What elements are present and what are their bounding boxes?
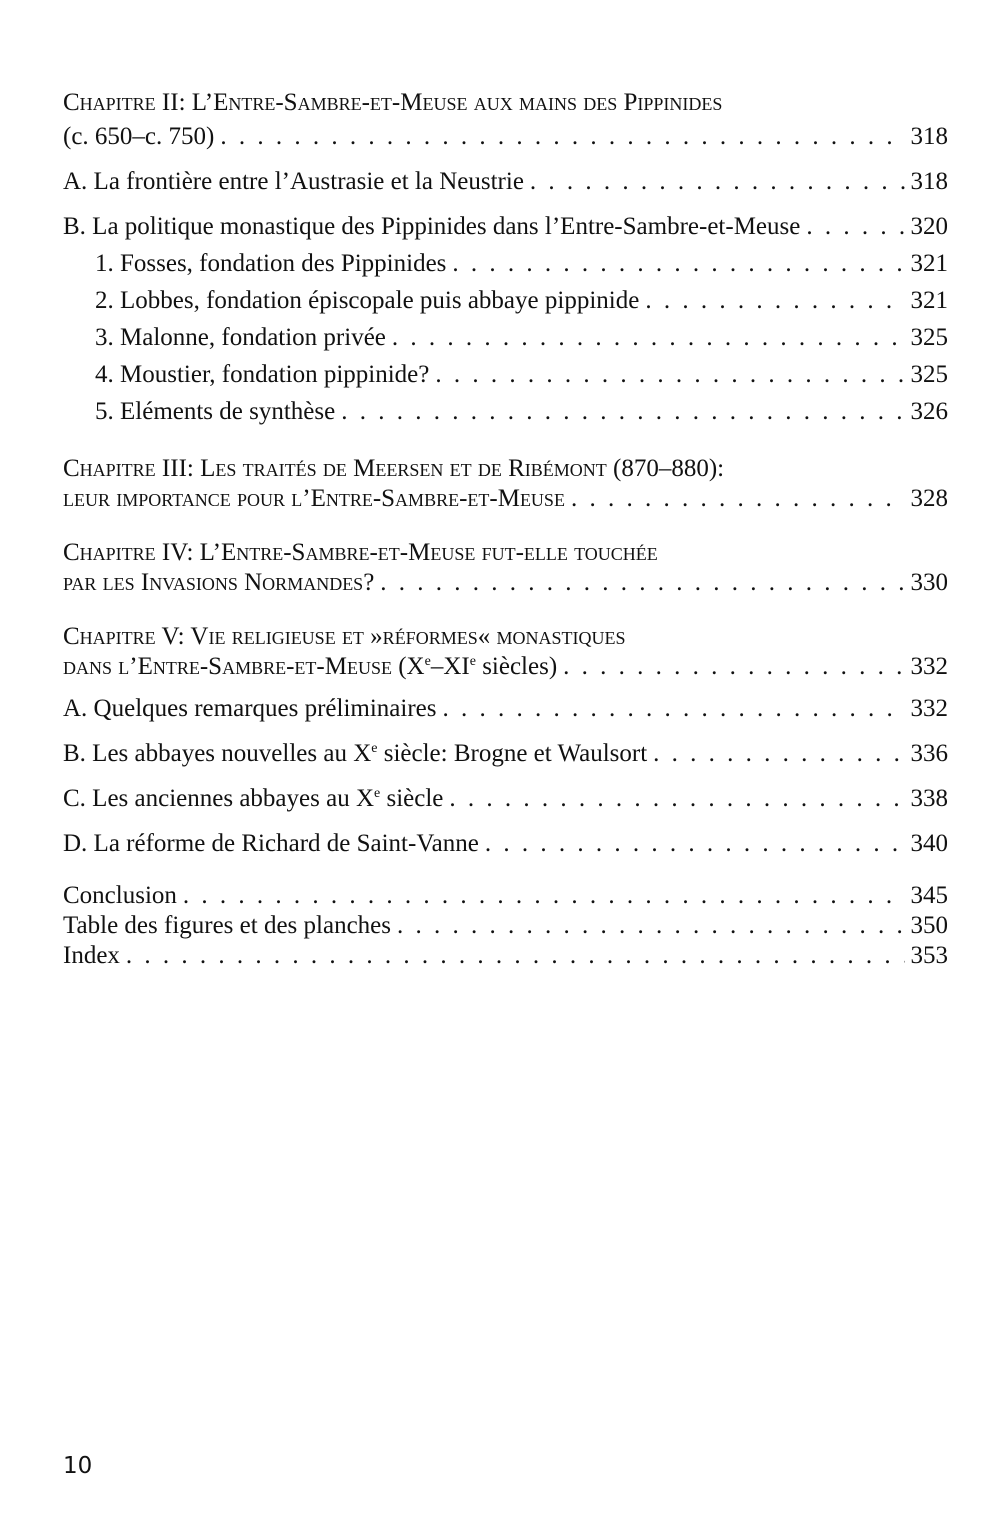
chapter-2-entry[interactable] xyxy=(63,118,948,155)
dot-leader xyxy=(220,118,904,155)
superscript: e xyxy=(371,741,378,756)
chapter-3-title: Chapitre III: Les traités de Meersen et de Ribémont (870–880): xyxy=(63,455,725,482)
entry-label: A. Quelques remarques préliminaires xyxy=(63,695,437,722)
page-number: 340 xyxy=(910,830,948,857)
dot-leader xyxy=(126,941,905,971)
toc-entry-index[interactable] xyxy=(63,941,948,971)
dot-leader xyxy=(806,208,904,245)
century-text: (X xyxy=(391,653,425,680)
chapter-3-subtitle: leur importance pour l’Entre-Sambre-et-Meuse xyxy=(63,485,565,512)
dot-leader xyxy=(443,690,905,727)
page-number: 326 xyxy=(910,398,948,425)
chapter-5-entry[interactable] xyxy=(63,652,948,682)
chapter-3-entry[interactable] xyxy=(63,484,948,514)
entry-label: Table des figures et des planches xyxy=(63,912,391,939)
superscript: e xyxy=(469,654,476,669)
chapter-4-title: Chapitre IV: L’Entre-Sambre-et-Meuse fut-elle touchée xyxy=(63,539,658,566)
dot-leader xyxy=(449,780,904,817)
entry-label: B. La politique monastique des Pippinides dans l’Entre-Sambre-et-Meuse xyxy=(63,213,801,240)
entry-label: Index xyxy=(63,942,120,969)
page-number: 330 xyxy=(910,569,948,596)
toc-entry-2b[interactable] xyxy=(63,208,948,245)
toc-entry-2b5[interactable] xyxy=(63,393,948,430)
page-number: 350 xyxy=(910,912,948,939)
page-number: 318 xyxy=(910,168,948,195)
superscript: e xyxy=(424,654,431,669)
dot-leader xyxy=(452,245,904,282)
dot-leader xyxy=(392,319,905,356)
century-text: siècles) xyxy=(475,653,558,680)
dot-leader xyxy=(571,484,905,514)
entry-label-text: B. Les abbayes nouvelles au X xyxy=(63,740,372,767)
page-number: 321 xyxy=(910,287,948,314)
toc-entry-conclusion[interactable] xyxy=(63,881,948,911)
page-number: 338 xyxy=(910,785,948,812)
dot-leader xyxy=(397,911,905,941)
dot-leader xyxy=(563,652,904,682)
table-of-contents xyxy=(63,88,948,971)
toc-entry-2a[interactable] xyxy=(63,163,948,200)
entry-label xyxy=(63,735,647,772)
entry-label: 5. Eléments de synthèse xyxy=(95,398,336,425)
chapter-5-title: Chapitre V: Vie religieuse et »réformes« monastiques xyxy=(63,623,626,650)
dot-leader xyxy=(380,568,904,598)
toc-entry-2b1[interactable] xyxy=(63,245,948,282)
entry-label-text: siècle: Brogne et Waulsort xyxy=(377,740,648,767)
toc-entry-2b3[interactable] xyxy=(63,319,948,356)
entry-label: 1. Fosses, fondation des Pippinides xyxy=(95,250,447,277)
page-number: 332 xyxy=(910,695,948,722)
page-number: 332 xyxy=(910,653,948,680)
entry-label: Conclusion xyxy=(63,882,177,909)
chapter-4-entry[interactable] xyxy=(63,568,948,598)
dot-leader xyxy=(485,825,905,862)
page-number: 336 xyxy=(910,740,948,767)
page-number: 328 xyxy=(910,485,948,512)
dot-leader xyxy=(435,356,904,393)
chapter-5-subtitle xyxy=(63,652,557,682)
page-number: 325 xyxy=(910,361,948,388)
toc-entry-5d[interactable] xyxy=(63,825,948,862)
page-number: 318 xyxy=(910,123,948,150)
dot-leader xyxy=(653,735,904,772)
dot-leader xyxy=(183,881,905,911)
century-text: –XI xyxy=(430,653,470,680)
toc-entry-5c[interactable] xyxy=(63,780,948,817)
entry-label-text: C. Les anciennes abbayes au X xyxy=(63,785,374,812)
entry-label-text: siècle xyxy=(380,785,444,812)
toc-entry-figures[interactable] xyxy=(63,911,948,941)
chapter-2-heading xyxy=(63,88,948,118)
chapter-3-heading xyxy=(63,454,948,484)
entry-label: A. La frontière entre l’Austrasie et la Neustrie xyxy=(63,168,524,195)
entry-label: 4. Moustier, fondation pippinide? xyxy=(95,361,430,388)
chapter-2-dates: (c. 650–c. 750) xyxy=(63,123,215,150)
page-number: 325 xyxy=(910,324,948,351)
toc-entry-2b2[interactable] xyxy=(63,282,948,319)
dot-leader xyxy=(341,393,904,430)
entry-label: 3. Malonne, fondation privée xyxy=(95,324,386,351)
entry-label: D. La réforme de Richard de Saint-Vanne xyxy=(63,830,479,857)
toc-entry-5b[interactable] xyxy=(63,735,948,772)
chapter-4-heading xyxy=(63,538,948,568)
entry-label xyxy=(63,780,443,817)
dot-leader xyxy=(530,163,905,200)
chapter-4-subtitle: par les Invasions Normandes? xyxy=(63,569,375,596)
folio-page-number: 10 xyxy=(63,1453,93,1479)
toc-entry-5a[interactable] xyxy=(63,690,948,727)
chapter-2-title: Chapitre II: L’Entre-Sambre-et-Meuse aux mains des Pippinides xyxy=(63,89,723,116)
page-number: 321 xyxy=(910,250,948,277)
entry-label: 2. Lobbes, fondation épiscopale puis abbaye pippinide xyxy=(95,287,640,314)
superscript: e xyxy=(374,786,381,801)
chapter-5-subtitle-text: dans l’Entre-Sambre-et-Meuse xyxy=(63,653,392,680)
page-number: 345 xyxy=(910,882,948,909)
dot-leader xyxy=(645,282,904,319)
chapter-5-heading xyxy=(63,622,948,652)
page-number: 320 xyxy=(910,213,948,240)
page-number: 353 xyxy=(910,942,948,969)
toc-entry-2b4[interactable] xyxy=(63,356,948,393)
